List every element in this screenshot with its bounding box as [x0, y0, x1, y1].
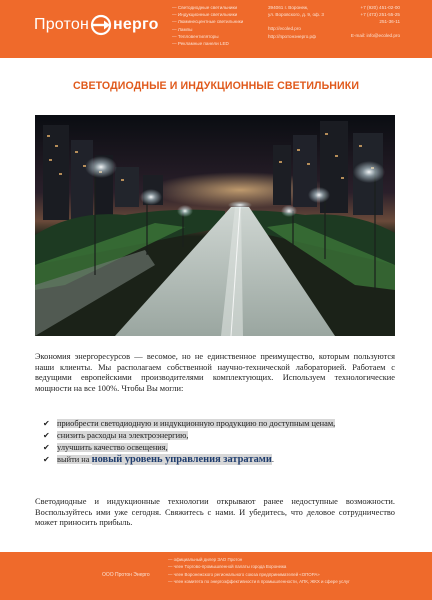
checkmark-icon: ✔ [43, 443, 50, 453]
website-link-cyrillic[interactable]: http://протонэнерго.рф [268, 33, 316, 39]
address-line-street: ул. Воровского, д. 9, оф. 3 [268, 12, 324, 18]
street-lights-photo [35, 115, 395, 336]
email-link[interactable]: E-mail: info@ecoled.pro [350, 32, 400, 38]
nav-item-lamps[interactable]: — Лампы [172, 26, 243, 33]
address-line-city: 394061 г. Воронеж, [268, 5, 309, 10]
footer-role-dealer: — официальный дилер ЗАО Протон [168, 556, 350, 563]
footer-role-opora: — член Воронежского регионального союза предпринимателей «ОПОРА» [168, 571, 350, 578]
list-item-prefix: выйти на [57, 455, 92, 465]
nav-item-heaters[interactable]: — Тепловентиляторы [172, 33, 243, 40]
checkmark-icon: ✔ [43, 431, 50, 441]
list-item [43, 419, 395, 430]
footer-role-chamber: — член Торгово-промышленной палаты города Воронежа [168, 563, 350, 570]
list-item [43, 443, 395, 454]
list-item-text: улучшить качество освещения, [57, 443, 168, 453]
phone-office[interactable]: +7 (473) 251-55-25 [360, 12, 400, 18]
phone-mobile[interactable]: +7 (920) 451-02-00 [360, 5, 400, 10]
footer-company-name: ООО Протон Энерго [102, 572, 150, 578]
logo-text-left: Протон [34, 16, 90, 33]
checkmark-icon: ✔ [43, 419, 50, 428]
checkmark-icon: ✔ [43, 455, 50, 465]
logo[interactable] [34, 12, 159, 38]
nav-item-led-panels[interactable]: — Рекламные панели LED [172, 40, 243, 47]
list-item-emphasis: новый уровень управления затратами [91, 454, 272, 466]
footer-memberships [168, 556, 350, 586]
night-road-image [35, 115, 395, 336]
address-block [268, 4, 324, 40]
page-title: СВЕТОДИОДНЫЕ И ИНДУКЦИОННЫЕ СВЕТИЛЬНИКИ [72, 80, 360, 92]
nav-item-led-lights[interactable]: — Светодиодные светильники [172, 4, 243, 11]
benefits-list [43, 419, 395, 467]
header-band [0, 0, 432, 58]
contacts-block [351, 4, 400, 39]
list-item-suffix: . [271, 455, 274, 465]
footer-role-committee: — член комитета по энергоэффективности в промышленности, АПК, ЖКХ и сфере услуг [168, 578, 350, 585]
plug-e-icon [90, 14, 112, 36]
list-item [43, 455, 395, 466]
nav-item-induction-lights[interactable]: — Индукционные светильники [172, 11, 243, 18]
list-item [43, 431, 395, 442]
closing-paragraph: Светодиодные и индукционные технологии открывают ранее недоступные возможности. Воспользуйтесь ими уже сегодня. Свяжитесь с нами. И убедитесь, что деловое сотрудничество может приносить прибыль. [35, 497, 395, 528]
footer-band [0, 552, 432, 600]
phone-office-alt[interactable]: 251-36-11 [379, 19, 400, 25]
intro-paragraph: Экономия энергоресурсов — весомое, но не единственное преимущество, которым пользуются наши клиенты. Мы располагаем собственной научно-технической лабораторией. Работаем с ведущими европейскими производителями комплектующих. Используем технологические мощности на все 100%. Чтобы Вы могли: [35, 352, 395, 393]
list-item-text: снизить расходы на электроэнергию, [57, 431, 189, 441]
product-nav [172, 4, 243, 47]
logo-text-right: нерго [113, 16, 159, 33]
website-link-latin[interactable]: http://ecoled.pro [268, 26, 301, 32]
nav-item-fluorescent-lights[interactable]: — Люминесцентные светильники [172, 18, 243, 25]
list-item-text: приобрести светодиодную и индукционную продукцию по доступным ценам, [57, 419, 336, 428]
